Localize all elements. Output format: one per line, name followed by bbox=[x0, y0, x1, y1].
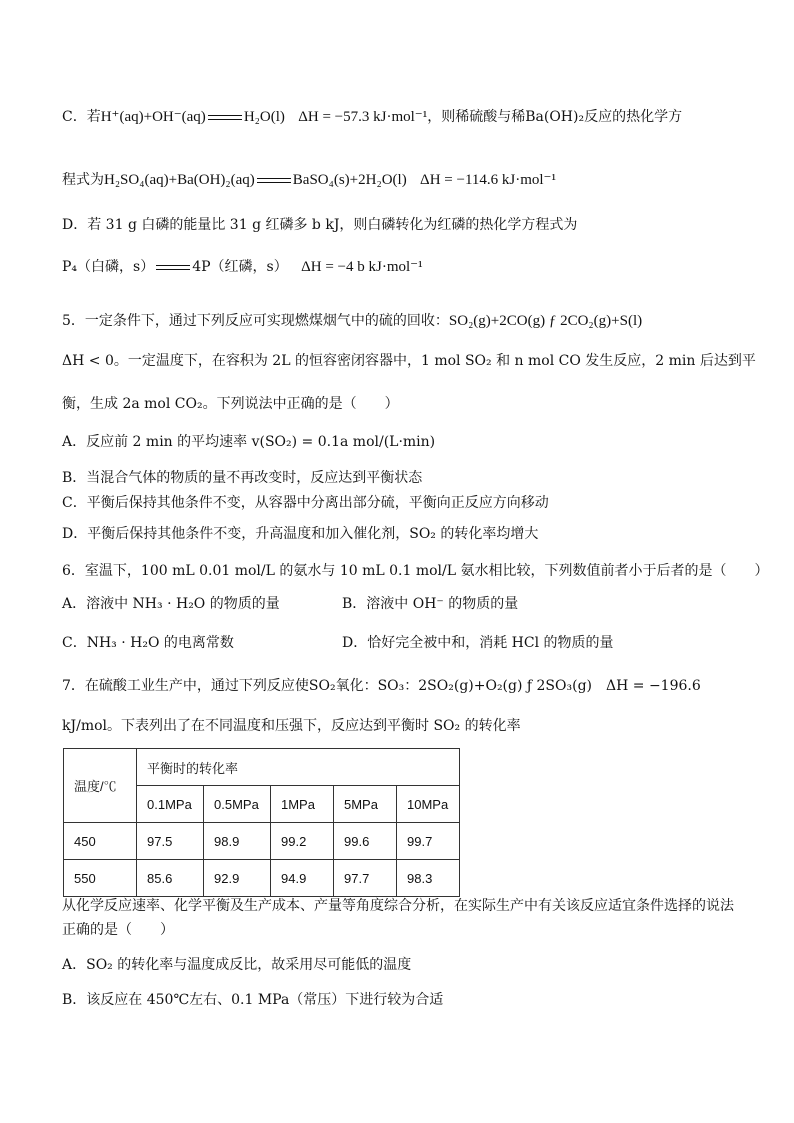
table-row bbox=[64, 823, 460, 860]
q4-option-c-line1 bbox=[62, 107, 682, 127]
value-cell: 97.5 bbox=[137, 823, 204, 860]
q7-stem-line2: kJ/mol。下表列出了在不同温度和压强下，反应达到平衡时 SO₂ 的转化率 bbox=[62, 718, 521, 734]
q7-stem-line1: 7．在硫酸工业生产中，通过下列反应使SO₂氧化：SO₃：2SO₂(g)+O₂(g) ƒ 2SO₃(g) ΔH = −196.6 bbox=[62, 678, 701, 694]
value-cell: 99.7 bbox=[397, 823, 460, 860]
equals-sign bbox=[257, 178, 291, 183]
q7-after-line2: 正确的是（ ） bbox=[62, 922, 174, 938]
pressure-header: 0.1MPa bbox=[137, 786, 204, 823]
q6-option-a: A．溶液中 NH₃ · H₂O 的物质的量 bbox=[62, 596, 280, 612]
q5-stem-line2: ΔH < 0。一定温度下，在容积为 2L 的恒容密闭容器中，1 mol SO₂ 和 n mol CO 发生反应，2 min 后达到平 bbox=[62, 353, 756, 369]
group-header-conversion: 平衡时的转化率 bbox=[137, 749, 460, 786]
q4-d-dh: ΔH = −4 b kJ·mol⁻¹ bbox=[301, 259, 423, 275]
value-cell: 98.3 bbox=[397, 860, 460, 897]
value-cell: 94.9 bbox=[271, 860, 334, 897]
table-row bbox=[64, 860, 460, 897]
q6-option-b: B．溶液中 OH⁻ 的物质的量 bbox=[342, 596, 519, 612]
q4-c-reaction: H⁺(aq)+OH⁻(aq) bbox=[100, 109, 206, 125]
q4-option-c-line2 bbox=[62, 170, 556, 190]
value-cell: 98.9 bbox=[204, 823, 271, 860]
q4-d-product: 4P（红磷，s） bbox=[192, 259, 288, 275]
q5-equation: SO₂(g)+2CO(g) ƒ 2CO₂(g)+S(l) bbox=[448, 313, 643, 329]
q4-c-line2-reactants: H₂SO₄(aq)+Ba(OH)₂(aq) bbox=[104, 172, 255, 188]
q4-c-line2-products: BaSO₄(s)+2H₂O(l) bbox=[292, 172, 407, 188]
q5-stem-line1 bbox=[62, 311, 642, 331]
q5-option-c: C．平衡后保持其他条件不变，从容器中分离出部分硫，平衡向正反应方向移动 bbox=[62, 495, 549, 511]
q4-option-d-line2 bbox=[62, 257, 423, 277]
value-cell: 85.6 bbox=[137, 860, 204, 897]
pressure-header: 10MPa bbox=[397, 786, 460, 823]
conversion-table bbox=[63, 748, 460, 897]
q4-c-prefix: C．若 bbox=[62, 109, 101, 125]
q7-after-line1: 从化学反应速率、化学平衡及生产成本、产量等角度综合分析，在实际生产中有关该反应适宜条件选择的说法 bbox=[62, 898, 734, 914]
table-header-row bbox=[64, 749, 460, 786]
q4-c-line2-dh: ΔH = −114.6 kJ·mol⁻¹ bbox=[420, 172, 556, 188]
q7-option-b: B．该反应在 450℃左右、0.1 MPa（常压）下进行较为合适 bbox=[62, 992, 444, 1008]
q4-option-d-line1: D．若 31 g 白磷的能量比 31 g 红磷多 b kJ，则白磷转化为红磷的热化学方程式为 bbox=[62, 217, 578, 233]
pressure-header: 0.5MPa bbox=[204, 786, 271, 823]
q5-option-a: A．反应前 2 min 的平均速率 v(SO₂) = 0.1a mol/(L·min) bbox=[62, 434, 436, 450]
q6-option-c: C．NH₃ · H₂O 的电离常数 bbox=[62, 635, 234, 651]
pressure-header: 5MPa bbox=[334, 786, 397, 823]
q4-c-text: ，则稀硫酸与稀Ba(OH)₂反应的热化学方 bbox=[427, 109, 683, 125]
row-header-temperature: 温度/℃ bbox=[64, 749, 137, 823]
q4-d-reactant: P₄（白磷，s） bbox=[62, 259, 155, 275]
value-cell: 99.6 bbox=[334, 823, 397, 860]
value-cell: 92.9 bbox=[204, 860, 271, 897]
q6-option-d: D．恰好完全被中和，消耗 HCl 的物质的量 bbox=[342, 635, 614, 651]
q5-stem1: 5．一定条件下，通过下列反应可实现燃煤烟气中的硫的回收： bbox=[62, 313, 449, 329]
equals-sign bbox=[208, 115, 242, 120]
value-cell: 97.7 bbox=[334, 860, 397, 897]
q5-option-b: B．当混合气体的物质的量不再改变时，反应达到平衡状态 bbox=[62, 470, 423, 486]
value-cell: 99.2 bbox=[271, 823, 334, 860]
temp-cell: 550 bbox=[64, 860, 137, 897]
q5-option-d: D．平衡后保持其他条件不变，升高温度和加入催化剂，SO₂ 的转化率均增大 bbox=[62, 526, 539, 542]
q4-c-dh: ΔH = −57.3 kJ·mol⁻¹ bbox=[298, 109, 428, 125]
q6-stem: 6．室温下，100 mL 0.01 mol/L 的氨水与 10 mL 0.1 mol/L 氨水相比较，下列数值前者小于后者的是（ ） bbox=[62, 563, 769, 579]
temp-cell: 450 bbox=[64, 823, 137, 860]
q4-c-line2-prefix: 程式为 bbox=[62, 172, 104, 188]
q4-c-product: H₂O(l) bbox=[243, 109, 285, 125]
pressure-header: 1MPa bbox=[271, 786, 334, 823]
q7-option-a: A．SO₂ 的转化率与温度成反比，故采用尽可能低的温度 bbox=[62, 957, 412, 973]
equals-sign bbox=[156, 265, 190, 270]
q5-stem-line3: 衡，生成 2a mol CO₂。下列说法中正确的是（ ） bbox=[62, 396, 399, 412]
